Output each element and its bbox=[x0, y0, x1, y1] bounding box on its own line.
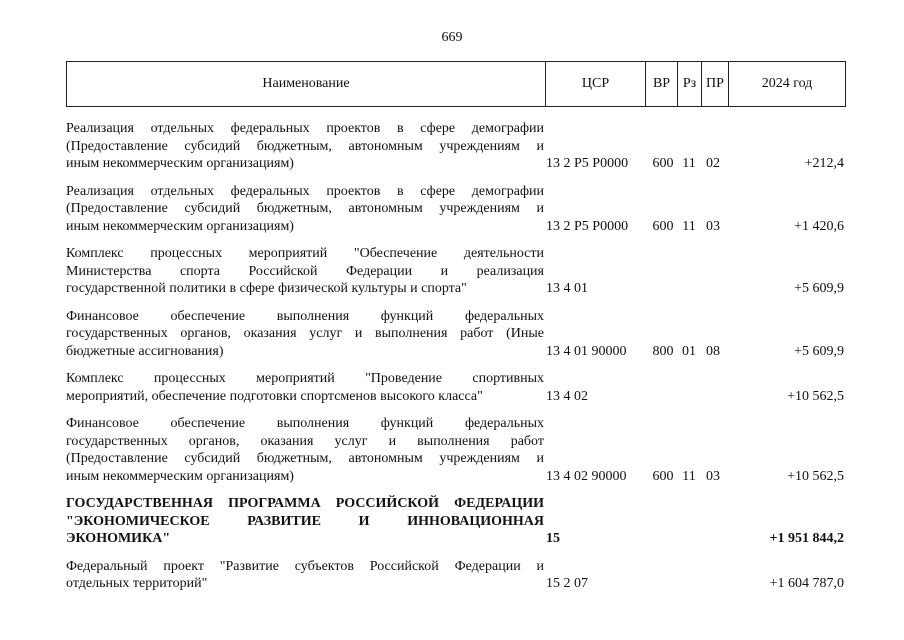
row-name bbox=[66, 120, 544, 173]
header-name: Наименование bbox=[67, 62, 546, 106]
row-name-line: Реализация отдельных федеральных проектов в сфере демографии bbox=[66, 121, 544, 136]
row-pr: 03 bbox=[706, 468, 720, 484]
row-csr: 13 4 02 90000 bbox=[546, 468, 627, 484]
header-vr: ВР bbox=[646, 62, 678, 106]
row-rz: 01 bbox=[682, 343, 696, 359]
row-name bbox=[66, 415, 544, 485]
row-vr: 600 bbox=[652, 218, 674, 234]
table-row bbox=[0, 558, 904, 593]
row-name-line: бюджетные ассигнования) bbox=[66, 343, 224, 359]
row-vr: 600 bbox=[652, 468, 674, 484]
header-pr: ПР bbox=[702, 62, 729, 106]
row-pr: 03 bbox=[706, 218, 720, 234]
row-pr: 02 bbox=[706, 156, 720, 171]
row-name-line: иным некоммерческим организациям) bbox=[66, 218, 294, 234]
table-header bbox=[66, 61, 846, 107]
table-row bbox=[0, 415, 904, 485]
row-name-line: государственной политики в сфере физической культуры и спорта" bbox=[66, 281, 467, 296]
row-amount: +1 604 787,0 bbox=[769, 576, 844, 591]
row-name-line: отдельных территорий" bbox=[66, 576, 208, 591]
header-csr: ЦСР bbox=[546, 62, 646, 106]
row-name bbox=[66, 183, 544, 236]
row-name-line: мероприятий, обеспечение подготовки спортсменов высокого класса" bbox=[66, 388, 483, 404]
row-name-line: ГОСУДАРСТВЕННАЯ ПРОГРАММА РОССИЙСКОЙ ФЕДЕРАЦИИ bbox=[66, 496, 544, 511]
row-name-line: иным некоммерческим организациям) bbox=[66, 468, 294, 484]
row-name bbox=[66, 495, 544, 548]
row-rz: 11 bbox=[682, 156, 696, 171]
table-row bbox=[0, 495, 904, 548]
row-amount: +10 562,5 bbox=[787, 388, 844, 404]
row-csr: 15 2 07 bbox=[546, 576, 588, 591]
row-amount: +1 420,6 bbox=[794, 218, 844, 234]
row-pr: 08 bbox=[706, 343, 720, 359]
row-name-line: иным некоммерческим организациям) bbox=[66, 156, 294, 171]
row-name-line: Финансовое обеспечение выполнения функций федеральных bbox=[66, 416, 544, 431]
header-year: 2024 год bbox=[761, 76, 813, 91]
page-number: 669 bbox=[441, 30, 463, 45]
table-row bbox=[0, 308, 904, 361]
row-amount: +212,4 bbox=[804, 156, 844, 171]
table-row bbox=[0, 245, 904, 298]
row-vr: 800 bbox=[652, 343, 674, 359]
row-name-line: Федеральный проект "Развитие субъектов Российской Федерации и bbox=[66, 558, 544, 574]
row-name bbox=[66, 558, 544, 593]
row-name-line: Министерства спорта Российской Федерации и реализация bbox=[66, 263, 544, 279]
table-row bbox=[0, 370, 904, 405]
row-csr: 13 2 P5 P0000 bbox=[546, 218, 629, 234]
row-name-line: "ЭКОНОМИЧЕСКОЕ РАЗВИТИЕ И ИННОВАЦИОННАЯ bbox=[66, 513, 544, 529]
row-name-line: (Предоставление субсидий бюджетным, автономным учреждениям и bbox=[66, 201, 544, 216]
row-rz: 11 bbox=[682, 218, 696, 234]
row-name-line: государственных органов, оказания услуг и выполнения работ (Иные bbox=[66, 326, 544, 341]
row-name bbox=[66, 370, 544, 405]
row-amount: +5 609,9 bbox=[794, 281, 844, 296]
row-amount: +5 609,9 bbox=[794, 343, 844, 359]
row-rz: 11 bbox=[682, 468, 696, 484]
row-amount: +10 562,5 bbox=[787, 468, 844, 484]
row-csr: 13 4 01 bbox=[546, 281, 588, 296]
row-csr: 13 4 01 90000 bbox=[546, 343, 627, 359]
table-row bbox=[0, 120, 904, 173]
row-vr: 600 bbox=[652, 156, 674, 171]
header-rz: Рз bbox=[678, 62, 702, 106]
row-name-line: ЭКОНОМИКА" bbox=[66, 531, 171, 546]
row-name-line: государственных органов, оказания услуг и выполнения работ bbox=[66, 433, 544, 449]
row-csr: 13 2 P5 P0000 bbox=[546, 156, 629, 171]
row-name-line: (Предоставление субсидий бюджетным, автономным учреждениям и bbox=[66, 138, 544, 154]
row-csr: 15 bbox=[546, 531, 560, 546]
row-csr: 13 4 02 bbox=[546, 388, 588, 404]
table-row bbox=[0, 183, 904, 236]
row-name bbox=[66, 308, 544, 361]
row-amount: +1 951 844,2 bbox=[769, 531, 844, 546]
row-name-line: Комплекс процессных мероприятий "Обеспечение деятельности bbox=[66, 246, 544, 261]
row-name-line: (Предоставление субсидий бюджетным, автономным учреждениям и bbox=[66, 451, 544, 466]
row-name-line: Финансовое обеспечение выполнения функций федеральных bbox=[66, 308, 544, 324]
row-name-line: Комплекс процессных мероприятий "Проведение спортивных bbox=[66, 371, 544, 386]
row-name-line: Реализация отдельных федеральных проектов в сфере демографии bbox=[66, 183, 544, 199]
table-body bbox=[0, 120, 904, 593]
row-name bbox=[66, 245, 544, 298]
